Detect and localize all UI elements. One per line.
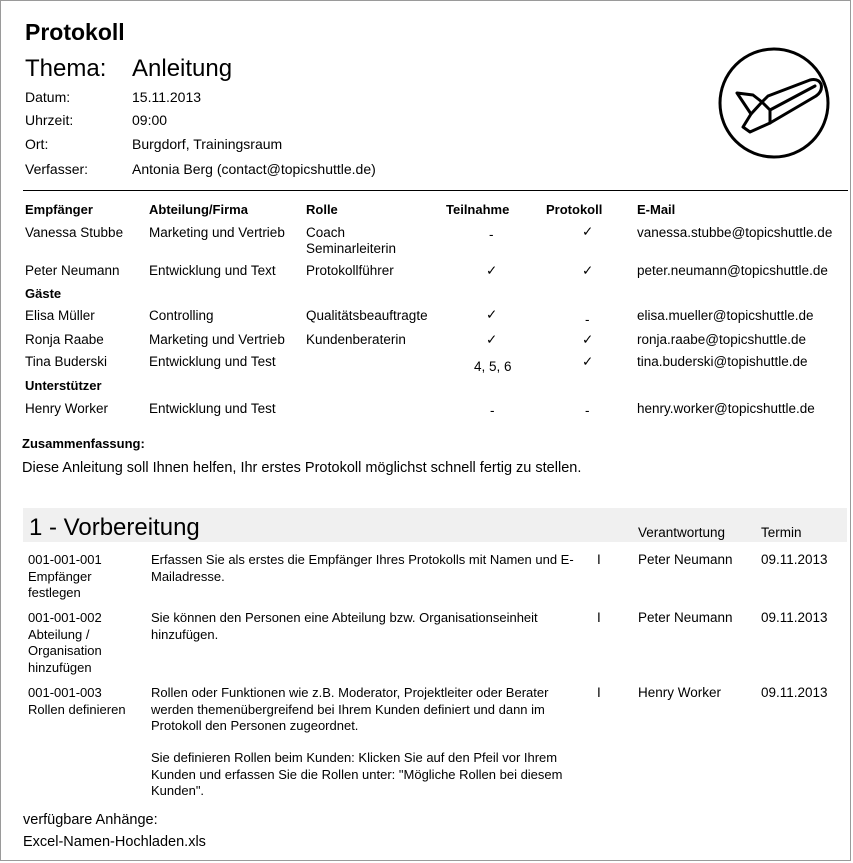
task-type: I	[597, 552, 601, 567]
protocol-mark: -	[585, 312, 590, 327]
topic-label: Thema:	[25, 55, 107, 82]
task-due-date: 09.11.2013	[761, 685, 828, 700]
header-divider	[23, 190, 848, 191]
participant-email[interactable]: elisa.mueller@topicshuttle.de	[637, 308, 814, 323]
col-recipient: Empfänger	[25, 202, 93, 217]
attendance-check-icon: ✓	[486, 332, 498, 347]
summary-text: Diese Anleitung soll Ihnen helfen, Ihr erstes Protokoll möglichst schnell fertig zu stellen.	[22, 460, 582, 476]
participant-role: Kundenberaterin	[306, 332, 406, 347]
participant-name: Henry Worker	[25, 401, 109, 416]
participant-email[interactable]: peter.neumann@topicshuttle.de	[637, 263, 828, 278]
participant-name: Peter Neumann	[25, 263, 120, 278]
attendance-check-icon: ✓	[486, 263, 498, 278]
task-id: 001-001-002 Abteilung / Organisation hinzufügen	[28, 610, 102, 675]
participant-role: Protokollführer	[306, 263, 394, 278]
participant-department: Entwicklung und Test	[149, 401, 276, 416]
group-label-guests: Gäste	[25, 286, 62, 301]
author-value: Antonia Berg (contact@topicshuttle.de)	[132, 161, 376, 177]
task-description: Sie definieren Rollen beim Kunden: Klicken Sie auf den Pfeil vor Ihrem Kunden und erfassen Sie die Rollen unter: "Mögliche Rollen bei diesem Kunden".	[151, 750, 563, 798]
topic-value: Anleitung	[132, 55, 233, 82]
task-id: 001-001-001 Empfänger festlegen	[28, 552, 102, 600]
protocol-check-icon: ✓	[582, 224, 594, 239]
attendance-mark: -	[490, 403, 495, 418]
participant-role: Seminarleiterin	[306, 241, 397, 256]
participant-department: Marketing und Vertrieb	[149, 225, 285, 240]
participant-name: Elisa Müller	[25, 308, 95, 323]
col-protocol: Protokoll	[546, 202, 603, 217]
participant-department: Entwicklung und Test	[149, 354, 276, 369]
col-responsible: Verantwortung	[638, 525, 726, 540]
paper-plane-icon	[717, 46, 831, 160]
attendance-value: 4, 5, 6	[474, 359, 512, 374]
document-title: Protokoll	[25, 19, 125, 45]
summary-heading: Zusammenfassung:	[22, 436, 145, 451]
col-email: E-Mail	[637, 202, 676, 217]
time-label: Uhrzeit:	[25, 112, 74, 128]
task-description: Rollen oder Funktionen wie z.B. Moderator, Projektleiter oder Berater werden themenübergreifend bei Ihrem Kunden definiert und dann im Protokoll den Personen zugeordnet.	[151, 685, 549, 733]
participant-name: Ronja Raabe	[25, 332, 104, 347]
attendance-mark: -	[489, 227, 494, 242]
task-due-date: 09.11.2013	[761, 610, 828, 625]
col-role: Rolle	[306, 202, 338, 217]
participant-email[interactable]: tina.buderski@topishuttle.de	[637, 354, 808, 369]
task-type: I	[597, 610, 601, 625]
date-value: 15.11.2013	[132, 89, 202, 105]
participant-department: Entwicklung und Text	[149, 263, 276, 278]
attachment-file-link[interactable]: Excel-Namen-Hochladen.xls	[23, 834, 206, 850]
attachments-label: verfügbare Anhänge:	[23, 812, 158, 828]
protocol-check-icon: ✓	[582, 263, 594, 278]
task-id: 001-001-003 Rollen definieren	[28, 685, 126, 717]
col-department: Abteilung/Firma	[149, 202, 248, 217]
section-title: 1 - Vorbereitung	[29, 514, 200, 541]
participant-role: Qualitätsbeauftragte	[306, 308, 428, 323]
task-responsible: Peter Neumann	[638, 552, 733, 567]
protocol-check-icon: ✓	[582, 354, 594, 369]
date-label: Datum:	[25, 89, 71, 105]
task-responsible: Henry Worker	[638, 685, 722, 700]
task-responsible: Peter Neumann	[638, 610, 733, 625]
time-value: 09:00	[132, 112, 168, 128]
participant-email[interactable]: vanessa.stubbe@topicshuttle.de	[637, 225, 833, 240]
task-type: I	[597, 685, 601, 700]
participant-email[interactable]: ronja.raabe@topicshuttle.de	[637, 332, 807, 347]
protocol-check-icon: ✓	[582, 332, 594, 347]
participant-role: Coach	[306, 225, 346, 240]
location-label: Ort:	[25, 136, 49, 152]
author-label: Verfasser:	[25, 161, 89, 177]
location-value: Burgdorf, Trainingsraum	[132, 136, 283, 152]
participant-email[interactable]: henry.worker@topicshuttle.de	[637, 401, 815, 416]
participant-name: Vanessa Stubbe	[25, 225, 124, 240]
attendance-check-icon: ✓	[486, 307, 498, 322]
task-description: Erfassen Sie als erstes die Empfänger Ihres Protokolls mit Namen und E-Mailadresse.	[151, 552, 574, 584]
participant-department: Marketing und Vertrieb	[149, 332, 285, 347]
participant-name: Tina Buderski	[25, 354, 108, 369]
protocol-mark: -	[585, 403, 590, 418]
group-label-supporters: Unterstützer	[25, 378, 102, 393]
col-due-date: Termin	[761, 525, 802, 540]
col-attendance: Teilnahme	[446, 202, 510, 217]
participant-department: Controlling	[149, 308, 214, 323]
task-description: Sie können den Personen eine Abteilung bzw. Organisationseinheit hinzufügen.	[151, 610, 538, 642]
task-due-date: 09.11.2013	[761, 552, 828, 567]
